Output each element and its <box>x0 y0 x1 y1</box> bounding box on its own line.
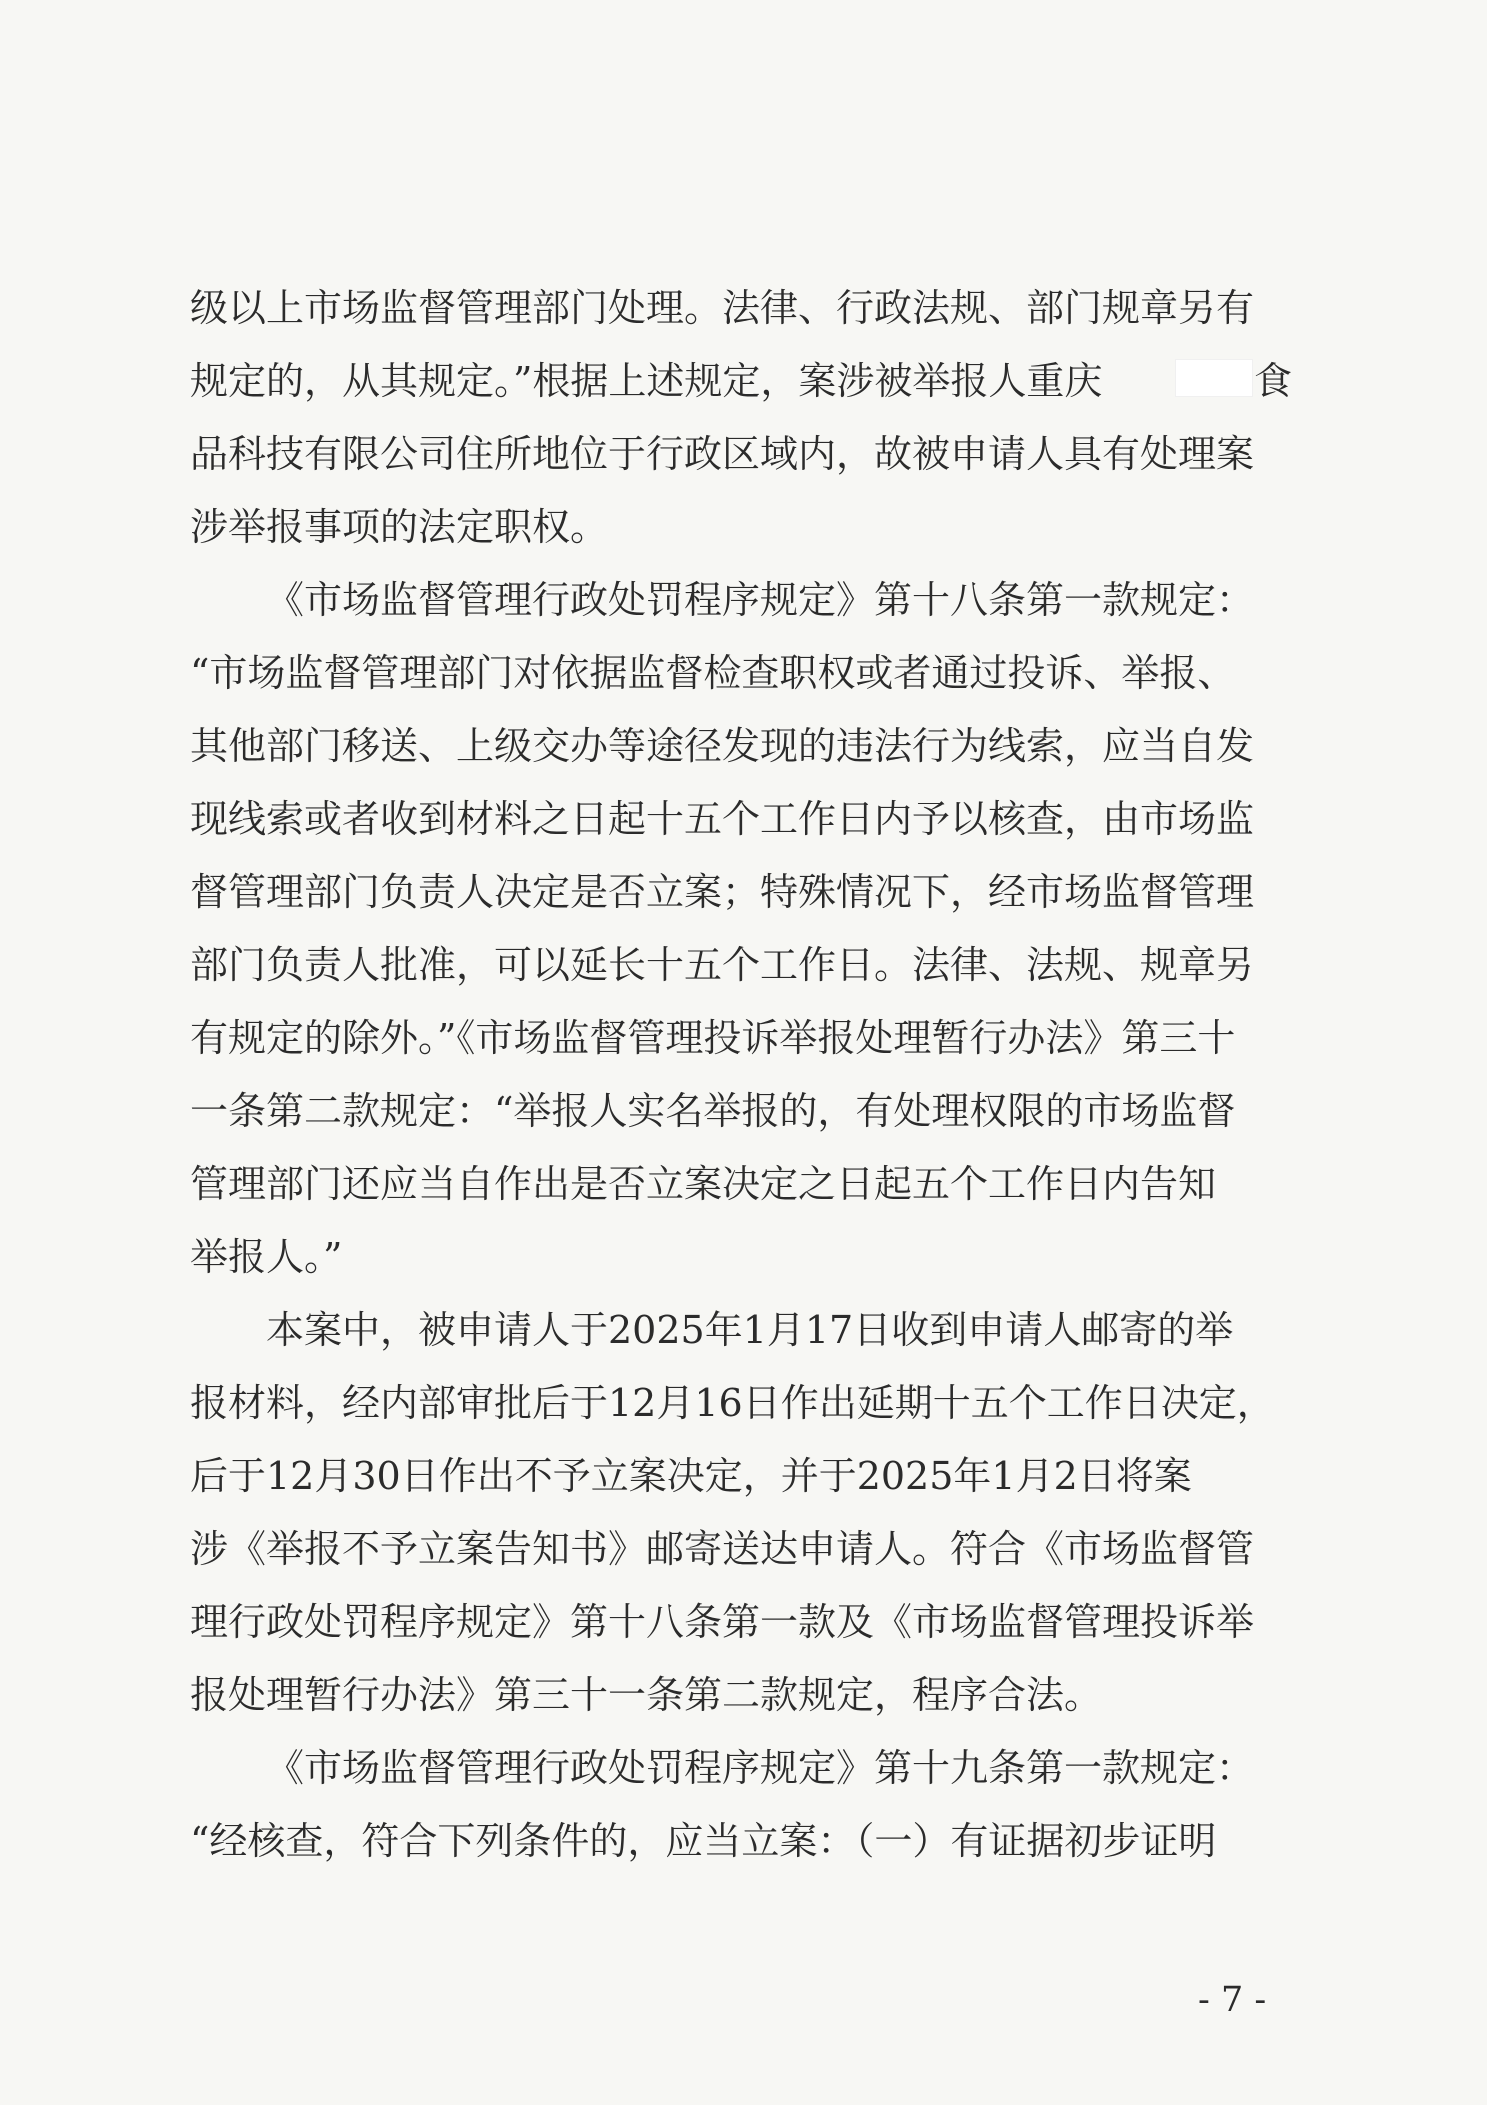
text-line: 级以上市场监督管理部门处理。法律、行政法规、部门规章另有 <box>190 286 1255 330</box>
text-line: 规定的，从其规定。”根据上述规定，案涉被举报人重庆 <box>190 359 1103 403</box>
text-line: 涉举报事项的法定职权。 <box>190 505 609 549</box>
text-line: 有规定的除外。”《市场监督管理投诉举报处理暂行办法》第三十 <box>190 1016 1236 1060</box>
text-line-tail: 食 <box>1254 359 1293 403</box>
text-line: “市场监督管理部门对依据监督检查职权或者通过投诉、举报、 <box>190 651 1236 695</box>
redaction-box <box>1175 359 1253 397</box>
text-line: 举报人。” <box>190 1235 343 1279</box>
paragraph-start: 《市场监督管理行政处罚程序规定》第十八条第一款规定： <box>266 578 1255 622</box>
text-line: 部门负责人批准，可以延长十五个工作日。法律、法规、规章另 <box>190 943 1255 987</box>
text-line: 品科技有限公司住所地位于行政区域内，故被申请人具有处理案 <box>190 432 1255 476</box>
text-line: 其他部门移送、上级交办等途径发现的违法行为线索，应当自发 <box>190 724 1255 768</box>
text-line: 管理部门还应当自作出是否立案决定之日起五个工作日内告知 <box>190 1162 1217 1206</box>
text-line: 涉《举报不予立案告知书》邮寄送达申请人。符合《市场监督管 <box>190 1527 1255 1571</box>
text-line: 报处理暂行办法》第三十一条第二款规定，程序合法。 <box>190 1673 1103 1717</box>
text-line: 督管理部门负责人决定是否立案；特殊情况下，经市场监督管理 <box>190 870 1255 914</box>
paragraph-start: 《市场监督管理行政处罚程序规定》第十九条第一款规定： <box>266 1746 1255 1790</box>
page-number: - 7 - <box>1198 1980 1267 2020</box>
text-line: “经核查，符合下列条件的，应当立案：（一）有证据初步证明 <box>190 1819 1217 1863</box>
text-line: 后于12月30日作出不予立案决定，并于2025年1月2日将案 <box>190 1454 1192 1498</box>
text-line: 现线索或者收到材料之日起十五个工作日内予以核查，由市场监 <box>190 797 1255 841</box>
text-line: 理行政处罚程序规定》第十八条第一款及《市场监督管理投诉举 <box>190 1600 1255 1644</box>
text-line: 一条第二款规定：“举报人实名举报的，有处理权限的市场监督 <box>190 1089 1236 1133</box>
paragraph-start: 本案中，被申请人于2025年1月17日收到申请人邮寄的举 <box>266 1308 1234 1352</box>
text-line: 报材料，经内部审批后于12月16日作出延期十五个工作日决定， <box>190 1381 1275 1425</box>
